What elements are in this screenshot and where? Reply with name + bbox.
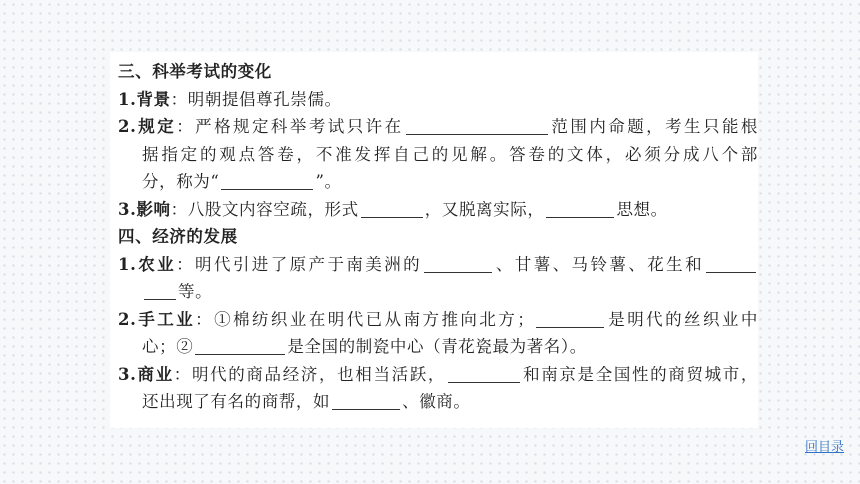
fill-blank[interactable] bbox=[546, 199, 614, 218]
item-number: 2. bbox=[118, 117, 137, 136]
item-text: 、甘薯、马铃薯、花生和 bbox=[494, 254, 704, 274]
item-text: 范围内命题，考生只能根 bbox=[549, 117, 759, 136]
item-text: 心；② bbox=[142, 337, 194, 356]
item-number: 3. bbox=[118, 364, 137, 384]
item-agriculture-cont bbox=[118, 278, 758, 306]
item-rules-cont bbox=[118, 141, 758, 169]
item-text: 和南京是全国性的商贸城市， bbox=[522, 364, 758, 384]
fill-blank[interactable] bbox=[332, 391, 400, 410]
item-text: ：明代的商品经济，也相当活跃， bbox=[173, 364, 447, 384]
fill-blank[interactable] bbox=[361, 199, 423, 218]
item-background bbox=[118, 86, 758, 114]
item-text: 是明代的丝织业中 bbox=[606, 309, 758, 329]
content-panel bbox=[110, 52, 758, 428]
item-text: ：八股文内容空疏，形式 bbox=[170, 199, 359, 219]
item-text: 据指定的观点答卷，不准发挥自己的见解。答卷的文体，必须分成八个部 bbox=[142, 144, 758, 164]
item-impact bbox=[118, 196, 758, 224]
item-text: ：①棉纺织业在明代已从南方推向北方； bbox=[195, 309, 535, 329]
fill-blank[interactable] bbox=[195, 336, 285, 355]
fill-blank[interactable] bbox=[221, 171, 313, 190]
item-text: 是全国的制瓷中心（青花瓷最为著名）。 bbox=[287, 337, 587, 356]
item-label: 农业 bbox=[136, 254, 177, 274]
section-heading: 三、科举考试的变化 bbox=[118, 62, 272, 81]
item-number: 1. bbox=[118, 89, 137, 109]
item-text: 分，称为“ bbox=[142, 172, 220, 191]
section-heading: 四、经济的发展 bbox=[118, 227, 238, 246]
item-text: 思想。 bbox=[616, 199, 668, 219]
item-text: ：明代引进了原产于南美洲的 bbox=[176, 254, 423, 274]
item-text: ：明朝提倡尊孔崇儒。 bbox=[170, 89, 342, 109]
item-commerce-cont bbox=[118, 388, 758, 416]
worksheet-text bbox=[118, 58, 758, 416]
item-label: 规定 bbox=[136, 117, 177, 136]
item-agriculture bbox=[118, 251, 758, 279]
item-number: 2. bbox=[118, 309, 137, 329]
item-commerce bbox=[118, 361, 758, 389]
fill-blank[interactable] bbox=[448, 364, 520, 383]
item-text: ：严格规定科举考试只许在 bbox=[176, 117, 404, 136]
item-text: 、徽商。 bbox=[402, 392, 471, 411]
item-text: 等。 bbox=[178, 282, 213, 301]
item-number: 1. bbox=[118, 254, 137, 274]
fill-blank[interactable] bbox=[706, 254, 756, 273]
item-label: 影响 bbox=[136, 199, 171, 219]
item-label: 背景 bbox=[136, 89, 171, 109]
item-handicraft-cont bbox=[118, 333, 758, 361]
item-text: ”。 bbox=[315, 172, 342, 191]
fill-blank[interactable] bbox=[144, 281, 176, 300]
fill-blank[interactable] bbox=[406, 116, 548, 135]
item-label: 手工业 bbox=[136, 309, 196, 329]
item-rules bbox=[118, 113, 758, 141]
fill-blank[interactable] bbox=[424, 254, 492, 273]
item-text: ，又脱离实际， bbox=[424, 199, 545, 219]
item-rules-cont bbox=[118, 168, 758, 196]
back-to-contents-link[interactable]: 回目录 bbox=[805, 440, 845, 455]
item-number: 3. bbox=[118, 199, 137, 219]
item-label: 商业 bbox=[136, 364, 174, 384]
fill-blank[interactable] bbox=[536, 309, 604, 328]
item-handicraft bbox=[118, 306, 758, 334]
item-text: 还出现了有名的商帮，如 bbox=[142, 392, 331, 411]
